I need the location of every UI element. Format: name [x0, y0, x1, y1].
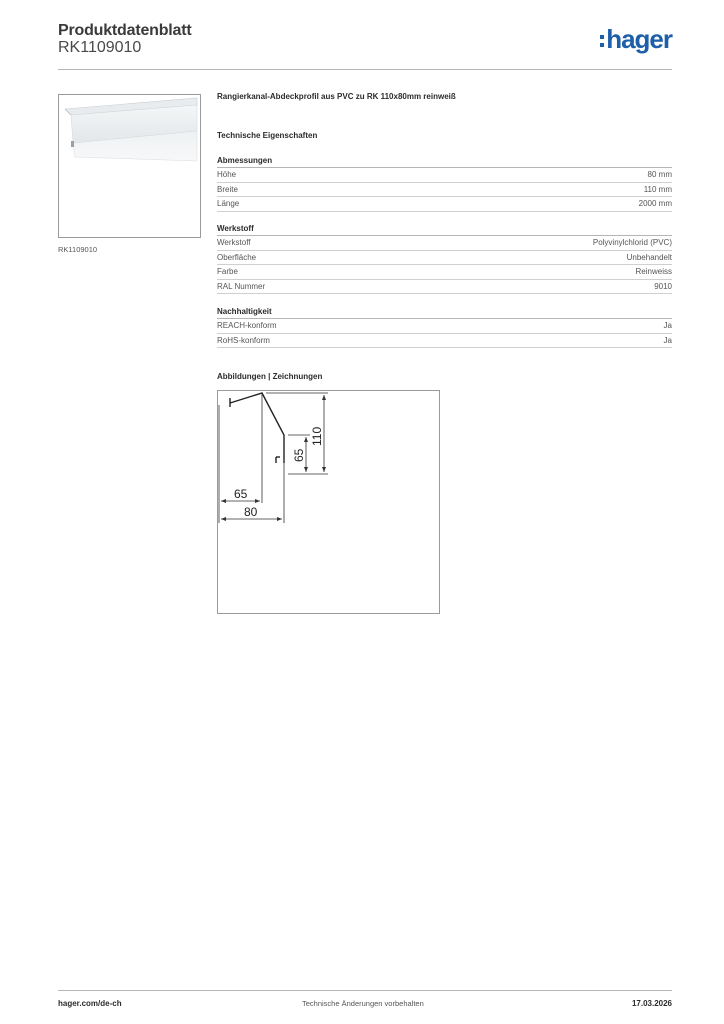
product-description: Rangierkanal-Abdeckprofil aus PVC zu RK 110x80mm reinweiß — [217, 92, 456, 101]
row-label: Länge — [217, 199, 240, 208]
group-title: Abmessungen — [217, 154, 672, 168]
table-row — [217, 319, 672, 334]
row-label: Breite — [217, 184, 238, 194]
footer-url[interactable]: hager.com/de-ch — [58, 999, 122, 1008]
footer-note: Technische Änderungen vorbehalten — [302, 999, 424, 1008]
table-row — [217, 265, 672, 280]
row-value: 9010 — [654, 281, 672, 291]
tech-properties-heading: Technische Eigenschaften — [217, 131, 318, 140]
profile-outline — [230, 393, 284, 463]
dim-width-inner: 65 — [234, 487, 248, 501]
product-image — [58, 94, 201, 238]
row-value: Ja — [663, 321, 672, 330]
sustainability-group — [217, 305, 672, 348]
technical-drawing — [217, 390, 440, 614]
row-value: 2000 mm — [638, 199, 672, 208]
material-group — [217, 222, 672, 294]
row-label: RAL Nummer — [217, 281, 266, 291]
table-row — [217, 334, 672, 349]
page-footer — [58, 990, 672, 1014]
table-row — [217, 280, 672, 295]
page-header — [58, 20, 672, 70]
hager-logo — [600, 26, 672, 52]
table-row — [217, 251, 672, 266]
table-row — [217, 168, 672, 183]
cover-profile-illustration — [59, 95, 200, 237]
row-label: Werkstoff — [217, 238, 251, 247]
profile-cross-section — [218, 391, 439, 613]
footer-date: 17.03.2026 — [631, 999, 672, 1008]
dimension-lines — [219, 393, 328, 523]
group-title: Werkstoff — [217, 222, 672, 236]
row-value: 110 mm — [643, 184, 672, 194]
dim-height-inner: 65 — [292, 448, 306, 462]
row-value: Unbehandelt — [626, 252, 672, 262]
dimensions-group — [217, 154, 672, 212]
group-title: Nachhaltigkeit — [217, 305, 672, 319]
logo-colon-icon — [600, 35, 604, 47]
dim-height-total: 110 — [310, 426, 324, 446]
table-row — [217, 236, 672, 251]
article-number: RK1109010 — [58, 39, 142, 56]
row-label: REACH-konform — [217, 321, 277, 330]
row-value: Reinweiss — [635, 267, 672, 276]
document-title: Produktdatenblatt — [58, 22, 192, 39]
row-label: Oberfläche — [217, 252, 257, 262]
image-caption: RK1109010 — [58, 245, 98, 254]
row-label: Höhe — [217, 170, 237, 179]
row-value: Ja — [663, 335, 672, 345]
row-label: RoHS-konform — [217, 335, 270, 345]
drawings-heading: Abbildungen | Zeichnungen — [217, 372, 323, 381]
row-label: Farbe — [217, 267, 238, 276]
table-row — [217, 183, 672, 198]
table-row — [217, 197, 672, 212]
dim-width-total: 80 — [244, 505, 258, 519]
row-value: Polyvinylchlorid (PVC) — [592, 238, 672, 247]
logo-wordmark: hager — [606, 24, 672, 54]
row-value: 80 mm — [647, 170, 672, 179]
